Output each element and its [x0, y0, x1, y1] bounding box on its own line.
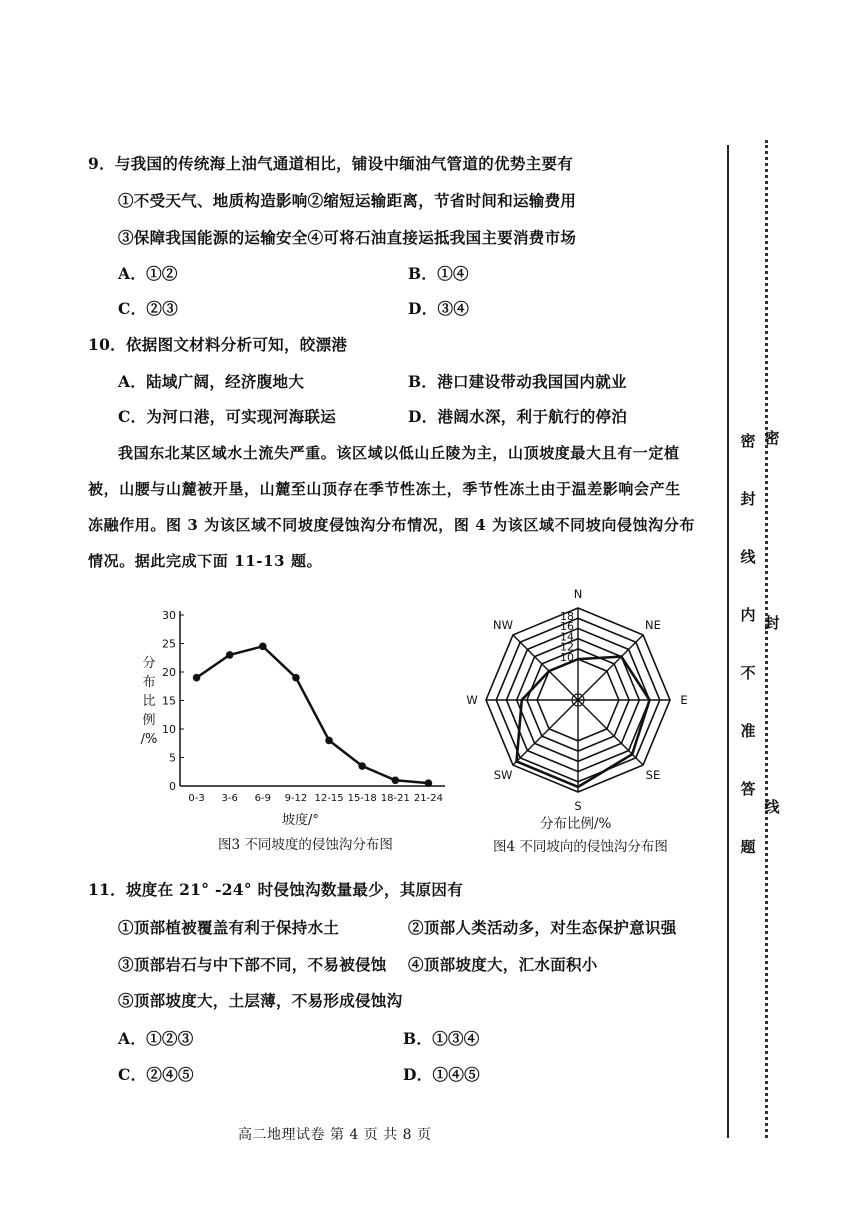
fig4-caption: 图4 不同坡向的侵蚀沟分布图	[493, 839, 668, 855]
q11-option-1: ①顶部植被覆盖有利于保持水土	[118, 918, 340, 937]
fig4-ring-label: 16	[560, 620, 574, 634]
fig3-x-label: 坡度/°	[282, 813, 319, 828]
material-line-2: 被，山腰与山麓被开垦，山麓至山顶存在季节性冻土，季节性冻土由于温差影响会产生	[88, 480, 681, 498]
q10-stem: 10．依据图文材料分析可知，皎漂港	[88, 335, 348, 354]
q11-choice-d: D．①④⑤	[403, 1065, 480, 1084]
fig4-direction-label: E	[680, 693, 688, 707]
fig3-x-tick-label: 15-18	[347, 793, 377, 804]
fig3-x-tick-label: 0-3	[188, 793, 205, 804]
fig3-y-tick-label: 5	[169, 751, 176, 765]
binding-rule	[727, 145, 729, 1138]
fig4-spoke	[513, 700, 578, 765]
fig4-direction-label: SE	[645, 767, 661, 782]
seal-char-outer: 线	[764, 798, 780, 816]
fig4-direction-label: N	[573, 587, 583, 601]
fig3-line-chart	[140, 595, 460, 855]
q11-choice-b: B．①③④	[403, 1029, 480, 1048]
q9-options-line1: ①不受天气、地质构造影响②缩短运输距离，节省时间和运输费用	[118, 191, 577, 210]
q9-choice-a: A．①②	[118, 264, 178, 283]
seal-char: 准	[740, 722, 756, 740]
fig4-direction-label: SW	[493, 767, 513, 782]
fig4-ring-label: 18	[560, 610, 574, 623]
fig3-data-point	[193, 674, 201, 682]
seal-char: 答	[740, 780, 756, 798]
fig3-y-tick-label: 10	[162, 723, 176, 736]
fig3-y-tick-label: 20	[162, 666, 176, 679]
fig3-y-label-char: 比	[142, 694, 156, 709]
q11-option-5: ⑤顶部坡度大，土层薄，不易形成侵蚀沟	[118, 991, 403, 1010]
fig3-x-tick-label: 18-21	[380, 793, 410, 804]
figure-3	[140, 595, 460, 855]
fig3-data-point	[425, 779, 433, 787]
fig3-x-tick-label: 21-24	[413, 793, 443, 804]
q11-option-2: ②顶部人类活动多，对生态保护意识强	[408, 918, 677, 937]
fig3-y-tick-label: 30	[162, 609, 176, 622]
fig4-ring-label: 14	[560, 630, 574, 644]
fig3-y-label-char: 例	[142, 713, 156, 728]
q9-choice-c: C．②③	[118, 299, 179, 318]
q11-option-3: ③顶部岩石与中下部不同，不易被侵蚀	[118, 955, 387, 974]
q9-options-line2: ③保障我国能源的运输安全④可将石油直接运抵我国主要消费市场	[118, 228, 577, 247]
seal-char-outer: 密	[764, 429, 780, 447]
fig3-data-point	[292, 674, 300, 682]
fig4-ring-label: 10	[560, 650, 574, 664]
fig3-x-tick-label: 6-9	[254, 793, 271, 804]
fig4-xlabel: 分布比例/%	[540, 816, 612, 832]
material-line-4: 情况。据此完成下面 11-13 题。	[88, 552, 323, 570]
fig4-spoke	[578, 700, 643, 765]
fig3-series-line	[197, 646, 429, 783]
q10-choice-b: B．港口建设带动我国国内就业	[408, 372, 627, 391]
q9-stem: 9．与我国的传统海上油气通道相比，铺设中缅油气管道的优势主要有	[88, 154, 574, 173]
fig4-direction-label: S	[574, 799, 582, 813]
q10-choice-a: A．陆域广阔，经济腹地大	[118, 372, 305, 391]
fig4-spoke	[578, 635, 643, 700]
seal-char: 内	[740, 606, 756, 624]
fig3-data-point	[358, 762, 366, 770]
fig3-data-point	[392, 777, 400, 785]
fig3-caption: 图3 不同坡度的侵蚀沟分布图	[218, 837, 393, 853]
q11-choice-c: C．②④⑤	[118, 1065, 194, 1084]
fig3-y-tick-label: 25	[162, 637, 176, 651]
q10-choice-c: C．为河口港，可实现河海联运	[118, 407, 337, 426]
seal-char: 密	[740, 432, 756, 450]
binding-dotted-line	[765, 140, 768, 1138]
fig3-data-point	[259, 643, 267, 651]
q9-choice-d: D．③④	[408, 299, 470, 318]
q9-choice-b: B．①④	[408, 264, 469, 283]
seal-char: 线	[740, 548, 756, 566]
seal-char: 题	[740, 838, 756, 856]
fig3-y-label-char: /%	[140, 732, 158, 747]
fig4-ring-label: 12	[560, 640, 574, 654]
q11-stem: 11．坡度在 21° -24° 时侵蚀沟数量最少，其原因有	[88, 880, 464, 899]
fig4-direction-label: NE	[645, 618, 661, 633]
q10-choice-d: D．港阔水深，利于航行的停泊	[408, 407, 628, 426]
fig3-y-label-char: 布	[142, 675, 156, 690]
fig3-y-tick-label: 15	[162, 694, 176, 708]
figure-4	[468, 588, 698, 826]
seal-char-outer: 封	[764, 614, 780, 632]
fig3-y-tick-label: 0	[169, 780, 176, 793]
fig3-x-tick-label: 9-12	[284, 793, 308, 804]
material-line-3: 冻融作用。图 3 为该区域不同坡度侵蚀沟分布情况，图 4 为该区域不同坡向侵蚀沟分布	[88, 516, 695, 534]
seal-char: 封	[740, 490, 756, 508]
page-footer: 高二地理试卷 第 4 页 共 8 页	[238, 1127, 432, 1143]
seal-char: 不	[740, 664, 756, 682]
fig3-y-label-char: 分	[142, 656, 156, 671]
fig3-data-point	[325, 737, 333, 745]
q11-choice-a: A．①②③	[118, 1029, 194, 1048]
fig4-direction-label: W	[466, 693, 478, 707]
fig3-x-tick-label: 12-15	[314, 793, 344, 804]
material-line-1: 我国东北某区域水土流失严重。该区域以低山丘陵为主，山顶坡度最大且有一定植	[118, 444, 680, 462]
fig4-radar-chart	[468, 588, 698, 826]
q11-option-4: ④顶部坡度大，汇水面积小	[408, 955, 598, 974]
fig3-data-point	[226, 651, 234, 659]
fig3-x-tick-label: 3-6	[221, 793, 238, 804]
fig4-direction-label: NW	[493, 618, 514, 633]
